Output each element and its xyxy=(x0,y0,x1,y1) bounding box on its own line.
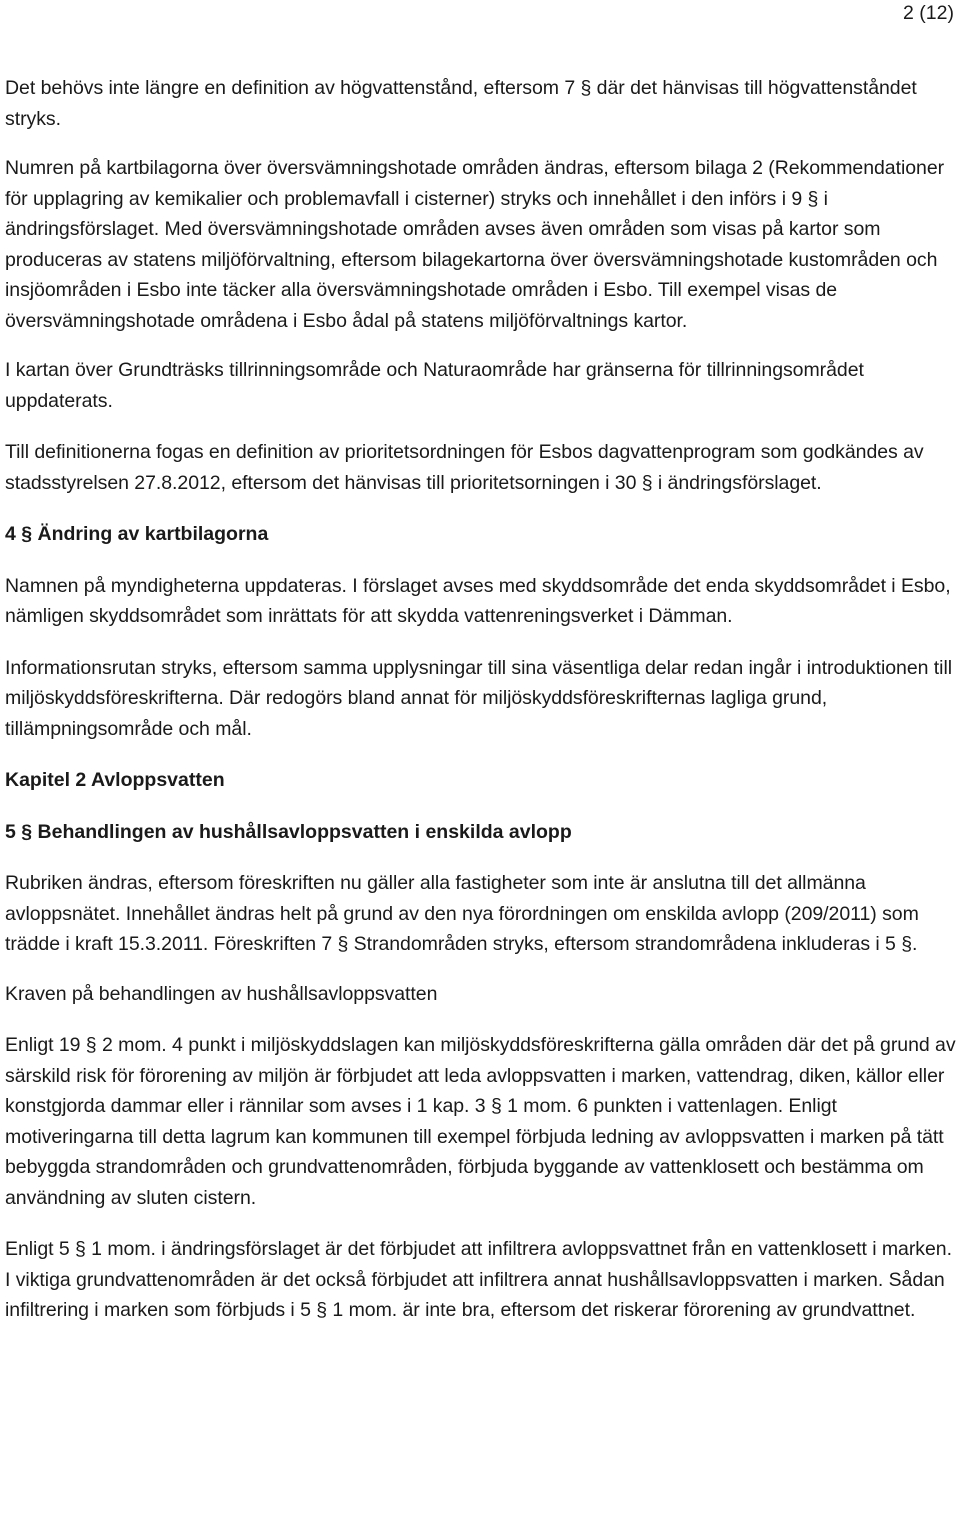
document-body xyxy=(5,73,960,1326)
paragraph-authorities: Namnen på myndigheterna uppdateras. I förslaget avses med skyddsområde det enda skyddsområdet i Esbo, nämligen skyddsområdet som inrättats för att skydda vattenreningsverket i Dämman. xyxy=(5,574,951,627)
paragraph-environmental-law: Enligt 19 § 2 mom. 4 punkt i miljöskyddslagen kan miljöskyddsföreskrifterna gälla områden där det på grund av särskild risk för förorening av miljön är förbjudet att leda avloppsvatten i marken, vattendrag, diken, källor eller konstgjorda dammar eller i rännilar som avses i 1 kap. 3 § 1 mom. 6 punkten i vattenlagen. Enligt motiveringarna till detta lagrum kan kommunen till exempel förbjuda ledning av avloppsvatten i marken på tätt bebyggda strandområden och grundvattenområden, förbjuda byggande av vattenklosett och bestämma om användning av sluten cistern. xyxy=(5,1034,956,1209)
section-heading-4: 4 § Ändring av kartbilagorna xyxy=(5,523,269,545)
chapter-heading-2: Kapitel 2 Avloppsvatten xyxy=(5,769,225,791)
paragraph-priority-order: Till definitionerna fogas en definition av prioritetsordningen för Esbos dagvattenprogram som godkändes av stadsstyrelsen 27.8.2012, eftersom det hänvisas till prioritetsorningen i 30 § i ändringsförslaget. xyxy=(5,441,924,494)
page-number: 2 (12) xyxy=(903,2,954,24)
paragraph-info-box: Informationsrutan stryks, eftersom samma upplysningar till sina väsentliga delar redan ingår i introduktionen till miljöskyddsföreskrifterna. Där redogörs bland annat för miljöskyddsföreskrifternas lagliga grund, tillämpningsområde och mål. xyxy=(5,656,953,740)
paragraph-infiltration-ban: Enligt 5 § 1 mom. i ändringsförslaget är det förbjudet att infiltrera avloppsvattnet från en vattenklosett i marken. I viktiga grundvattenområden är det också förbjudet att infiltrera annat hushållsavloppsvatten i marken. Sådan infiltrering i marken som förbjuds i 5 § 1 mom. är inte bra, eftersom det riskerar förorening av grundvattnet. xyxy=(5,1238,952,1321)
paragraph-title-change: Rubriken ändras, eftersom föreskriften nu gäller alla fastigheter som inte är anslutna till det allmänna avloppsnätet. Innehållet ändras helt på grund av den nya förordningen om enskilda avlopp (209/2011) som trädde i kraft 15.3.2011. Föreskriften 7 § Strandområden stryks, eftersom strandområdena inkluderas i 5 §. xyxy=(5,872,919,955)
section-heading-5: 5 § Behandlingen av hushållsavloppsvatten i enskilda avlopp xyxy=(5,820,572,843)
paragraph-map-appendices: Numren på kartbilagorna över översvämningshotade områden ändras, eftersom bilaga 2 (Rekommendationer för upplagring av kemikalier och problemavfall i cisterner) stryks och innehållet i den införs i 9 § i ändringsförslaget. Med översvämningshotade områden avses även områden som visas på kartor som produceras av statens miljöförvaltning, eftersom bilagekartorna över översvämningshotade kustområden och insjöområden i Esbo inte täcker alla översvämningshotade områden i Esbo. Till exempel visas de översvämningshotade områdena i Esbo ådal på statens miljöförvaltnings kartor. xyxy=(5,157,945,332)
paragraph-high-water-definition: Det behövs inte längre en definition av högvattenstånd, eftersom 7 § där det hänvisas till högvattenståndet stryks. xyxy=(5,77,917,130)
subheading-requirements: Kraven på behandlingen av hushållsavloppsvatten xyxy=(5,982,438,1005)
paragraph-grundtrask-map: I kartan över Grundträsks tillrinningsområde och Naturaområde har gränserna för tillrinningsområdet uppdaterats. xyxy=(5,359,864,412)
